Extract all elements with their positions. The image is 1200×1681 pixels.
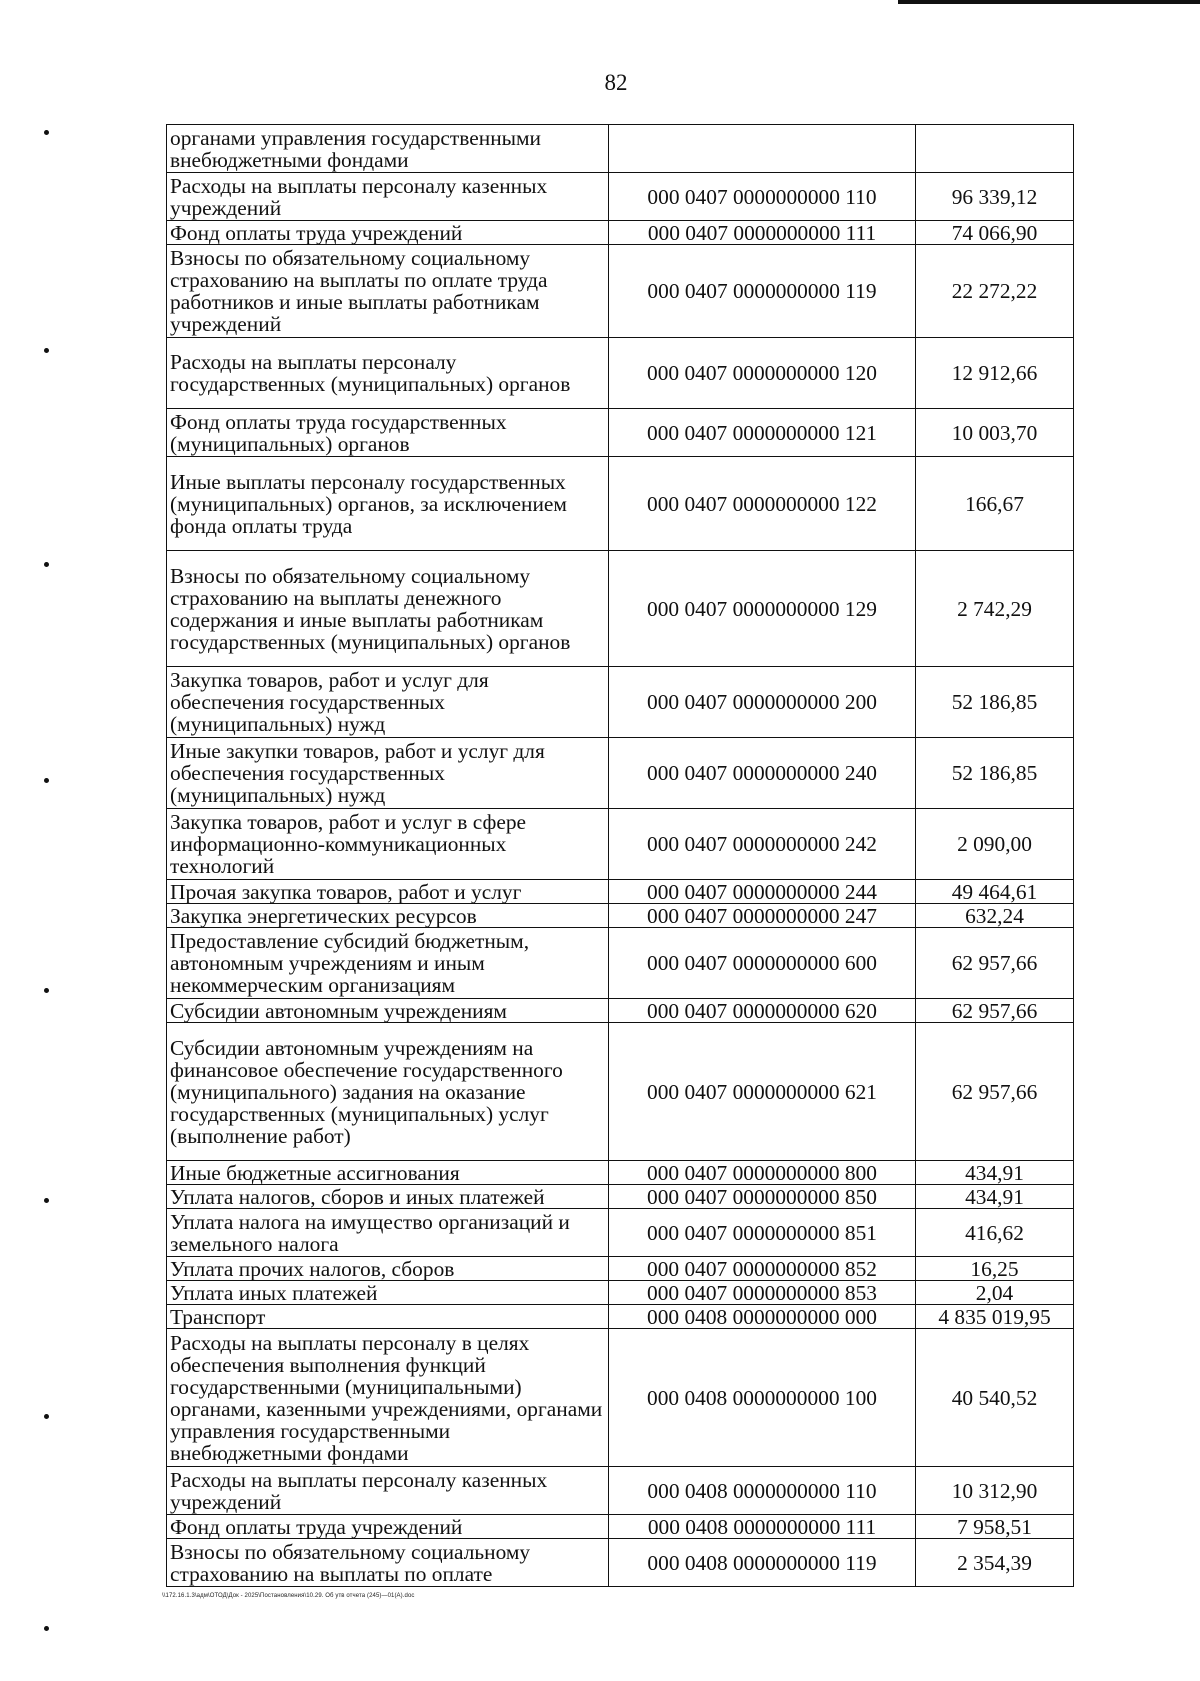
cell-code: 000 0408 0000000000 110 bbox=[609, 1467, 916, 1515]
cell-code: 000 0408 0000000000 100 bbox=[609, 1329, 916, 1467]
cell-amount: 4 835 019,95 bbox=[916, 1305, 1074, 1329]
cell-code: 000 0407 0000000000 850 bbox=[609, 1185, 916, 1209]
cell-code: 000 0408 0000000000 119 bbox=[609, 1539, 916, 1587]
table-row bbox=[167, 1515, 1074, 1539]
cell-amount: 2 354,39 bbox=[916, 1539, 1074, 1587]
table-row bbox=[167, 338, 1074, 409]
cell-code: 000 0407 0000000000 110 bbox=[609, 173, 916, 221]
cell-name: Уплата прочих налогов, сборов bbox=[167, 1257, 609, 1281]
cell-name: Взносы по обязательному социальному страхованию на выплаты по оплате труда работников и иные выплаты работникам учреждений bbox=[167, 245, 609, 338]
cell-name: Предоставление субсидий бюджетным, автономным учреждениям и иным некоммерческим организациям bbox=[167, 928, 609, 999]
cell-code: 000 0408 0000000000 000 bbox=[609, 1305, 916, 1329]
margin-dot bbox=[44, 988, 49, 993]
table-row bbox=[167, 928, 1074, 999]
table-row bbox=[167, 667, 1074, 738]
cell-amount: 2 742,29 bbox=[916, 551, 1074, 667]
cell-code: 000 0407 0000000000 129 bbox=[609, 551, 916, 667]
cell-code bbox=[609, 125, 916, 173]
table-row bbox=[167, 173, 1074, 221]
cell-code: 000 0407 0000000000 800 bbox=[609, 1161, 916, 1185]
cell-code: 000 0408 0000000000 111 bbox=[609, 1515, 916, 1539]
cell-name: Иные бюджетные ассигнования bbox=[167, 1161, 609, 1185]
cell-code: 000 0407 0000000000 600 bbox=[609, 928, 916, 999]
table-row bbox=[167, 1209, 1074, 1257]
cell-amount: 434,91 bbox=[916, 1161, 1074, 1185]
cell-name: Уплата иных платежей bbox=[167, 1281, 609, 1305]
table-row bbox=[167, 551, 1074, 667]
table-row bbox=[167, 245, 1074, 338]
table-row bbox=[167, 1281, 1074, 1305]
cell-name: Субсидии автономным учреждениям на финансовое обеспечение государственного (муниципального) задания на оказание государственных (муниципальных) услуг (выполнение работ) bbox=[167, 1023, 609, 1161]
cell-code: 000 0407 0000000000 247 bbox=[609, 904, 916, 928]
cell-amount: 74 066,90 bbox=[916, 221, 1074, 245]
cell-code: 000 0407 0000000000 853 bbox=[609, 1281, 916, 1305]
margin-dot bbox=[44, 562, 49, 567]
page-number-text: 82 bbox=[604, 70, 628, 95]
cell-amount: 96 339,12 bbox=[916, 173, 1074, 221]
table-row bbox=[167, 904, 1074, 928]
margin-dot bbox=[44, 1198, 49, 1203]
table-row bbox=[167, 809, 1074, 880]
cell-amount: 632,24 bbox=[916, 904, 1074, 928]
margin-dot bbox=[44, 130, 49, 135]
cell-name: Взносы по обязательному социальному страхованию на выплаты денежного содержания и иные выплаты работникам государственных (муниципальных) органов bbox=[167, 551, 609, 667]
cell-code: 000 0407 0000000000 242 bbox=[609, 809, 916, 880]
cell-amount: 49 464,61 bbox=[916, 880, 1074, 904]
margin-dot bbox=[44, 1626, 49, 1631]
table-row bbox=[167, 999, 1074, 1023]
cell-amount bbox=[916, 125, 1074, 173]
cell-amount: 416,62 bbox=[916, 1209, 1074, 1257]
table-row bbox=[167, 1305, 1074, 1329]
margin-dot bbox=[44, 778, 49, 783]
cell-name: Расходы на выплаты персоналу казенных учреждений bbox=[167, 1467, 609, 1515]
table-row bbox=[167, 880, 1074, 904]
cell-code: 000 0407 0000000000 122 bbox=[609, 457, 916, 551]
table-row bbox=[167, 1023, 1074, 1161]
cell-amount: 2 090,00 bbox=[916, 809, 1074, 880]
cell-amount: 12 912,66 bbox=[916, 338, 1074, 409]
cell-name: Расходы на выплаты персоналу государственных (муниципальных) органов bbox=[167, 338, 609, 409]
table-row bbox=[167, 1185, 1074, 1209]
cell-name: Фонд оплаты труда государственных (муниципальных) органов bbox=[167, 409, 609, 457]
cell-name: Прочая закупка товаров, работ и услуг bbox=[167, 880, 609, 904]
cell-name: Фонд оплаты труда учреждений bbox=[167, 1515, 609, 1539]
cell-name: Уплата налогов, сборов и иных платежей bbox=[167, 1185, 609, 1209]
cell-amount: 40 540,52 bbox=[916, 1329, 1074, 1467]
table-row bbox=[167, 1161, 1074, 1185]
cell-amount: 10 003,70 bbox=[916, 409, 1074, 457]
table-row bbox=[167, 1329, 1074, 1467]
top-rule bbox=[898, 0, 1200, 4]
footer-file-path: \\172.16.1.3\адм\ОТОД\Док - 2025\Постановления\10.29. Об утв отчета (245)—01(А).doc bbox=[162, 1593, 415, 1599]
cell-amount: 2,04 bbox=[916, 1281, 1074, 1305]
cell-name: Закупка энергетических ресурсов bbox=[167, 904, 609, 928]
page-number bbox=[0, 70, 1200, 96]
cell-amount: 16,25 bbox=[916, 1257, 1074, 1281]
cell-name: Закупка товаров, работ и услуг для обеспечения государственных (муниципальных) нужд bbox=[167, 667, 609, 738]
cell-code: 000 0407 0000000000 111 bbox=[609, 221, 916, 245]
cell-code: 000 0407 0000000000 119 bbox=[609, 245, 916, 338]
cell-name: Иные выплаты персоналу государственных (муниципальных) органов, за исключением фонда оплаты труда bbox=[167, 457, 609, 551]
cell-name: Фонд оплаты труда учреждений bbox=[167, 221, 609, 245]
cell-amount: 7 958,51 bbox=[916, 1515, 1074, 1539]
cell-code: 000 0407 0000000000 121 bbox=[609, 409, 916, 457]
table-row bbox=[167, 409, 1074, 457]
cell-code: 000 0407 0000000000 240 bbox=[609, 738, 916, 809]
table-body bbox=[167, 125, 1074, 1587]
cell-code: 000 0407 0000000000 851 bbox=[609, 1209, 916, 1257]
cell-name: органами управления государственными внебюджетными фондами bbox=[167, 125, 609, 173]
table-row bbox=[167, 1467, 1074, 1515]
cell-amount: 52 186,85 bbox=[916, 667, 1074, 738]
cell-amount: 62 957,66 bbox=[916, 928, 1074, 999]
cell-code: 000 0407 0000000000 852 bbox=[609, 1257, 916, 1281]
cell-code: 000 0407 0000000000 621 bbox=[609, 1023, 916, 1161]
table-row bbox=[167, 221, 1074, 245]
cell-name: Транспорт bbox=[167, 1305, 609, 1329]
cell-amount: 62 957,66 bbox=[916, 999, 1074, 1023]
cell-code: 000 0407 0000000000 620 bbox=[609, 999, 916, 1023]
table-row bbox=[167, 1539, 1074, 1587]
table-row bbox=[167, 1257, 1074, 1281]
cell-name: Закупка товаров, работ и услуг в сфере информационно-коммуникационных технологий bbox=[167, 809, 609, 880]
margin-dot bbox=[44, 1414, 49, 1419]
cell-name: Иные закупки товаров, работ и услуг для обеспечения государственных (муниципальных) нужд bbox=[167, 738, 609, 809]
table-row bbox=[167, 125, 1074, 173]
cell-amount: 62 957,66 bbox=[916, 1023, 1074, 1161]
cell-code: 000 0407 0000000000 120 bbox=[609, 338, 916, 409]
cell-name: Уплата налога на имущество организаций и земельного налога bbox=[167, 1209, 609, 1257]
table-row bbox=[167, 457, 1074, 551]
cell-name: Субсидии автономным учреждениям bbox=[167, 999, 609, 1023]
table-row bbox=[167, 738, 1074, 809]
cell-name: Взносы по обязательному социальному страхованию на выплаты по оплате bbox=[167, 1539, 609, 1587]
cell-amount: 52 186,85 bbox=[916, 738, 1074, 809]
cell-amount: 10 312,90 bbox=[916, 1467, 1074, 1515]
cell-amount: 166,67 bbox=[916, 457, 1074, 551]
cell-name: Расходы на выплаты персоналу в целях обеспечения выполнения функций государственными (муниципальными) органами, казенными учреждениями, органами управления государственными внебюджетными фондами bbox=[167, 1329, 609, 1467]
cell-amount: 22 272,22 bbox=[916, 245, 1074, 338]
margin-dot bbox=[44, 348, 49, 353]
cell-name: Расходы на выплаты персоналу казенных учреждений bbox=[167, 173, 609, 221]
cell-code: 000 0407 0000000000 200 bbox=[609, 667, 916, 738]
cell-amount: 434,91 bbox=[916, 1185, 1074, 1209]
budget-table bbox=[166, 124, 1074, 1587]
cell-code: 000 0407 0000000000 244 bbox=[609, 880, 916, 904]
